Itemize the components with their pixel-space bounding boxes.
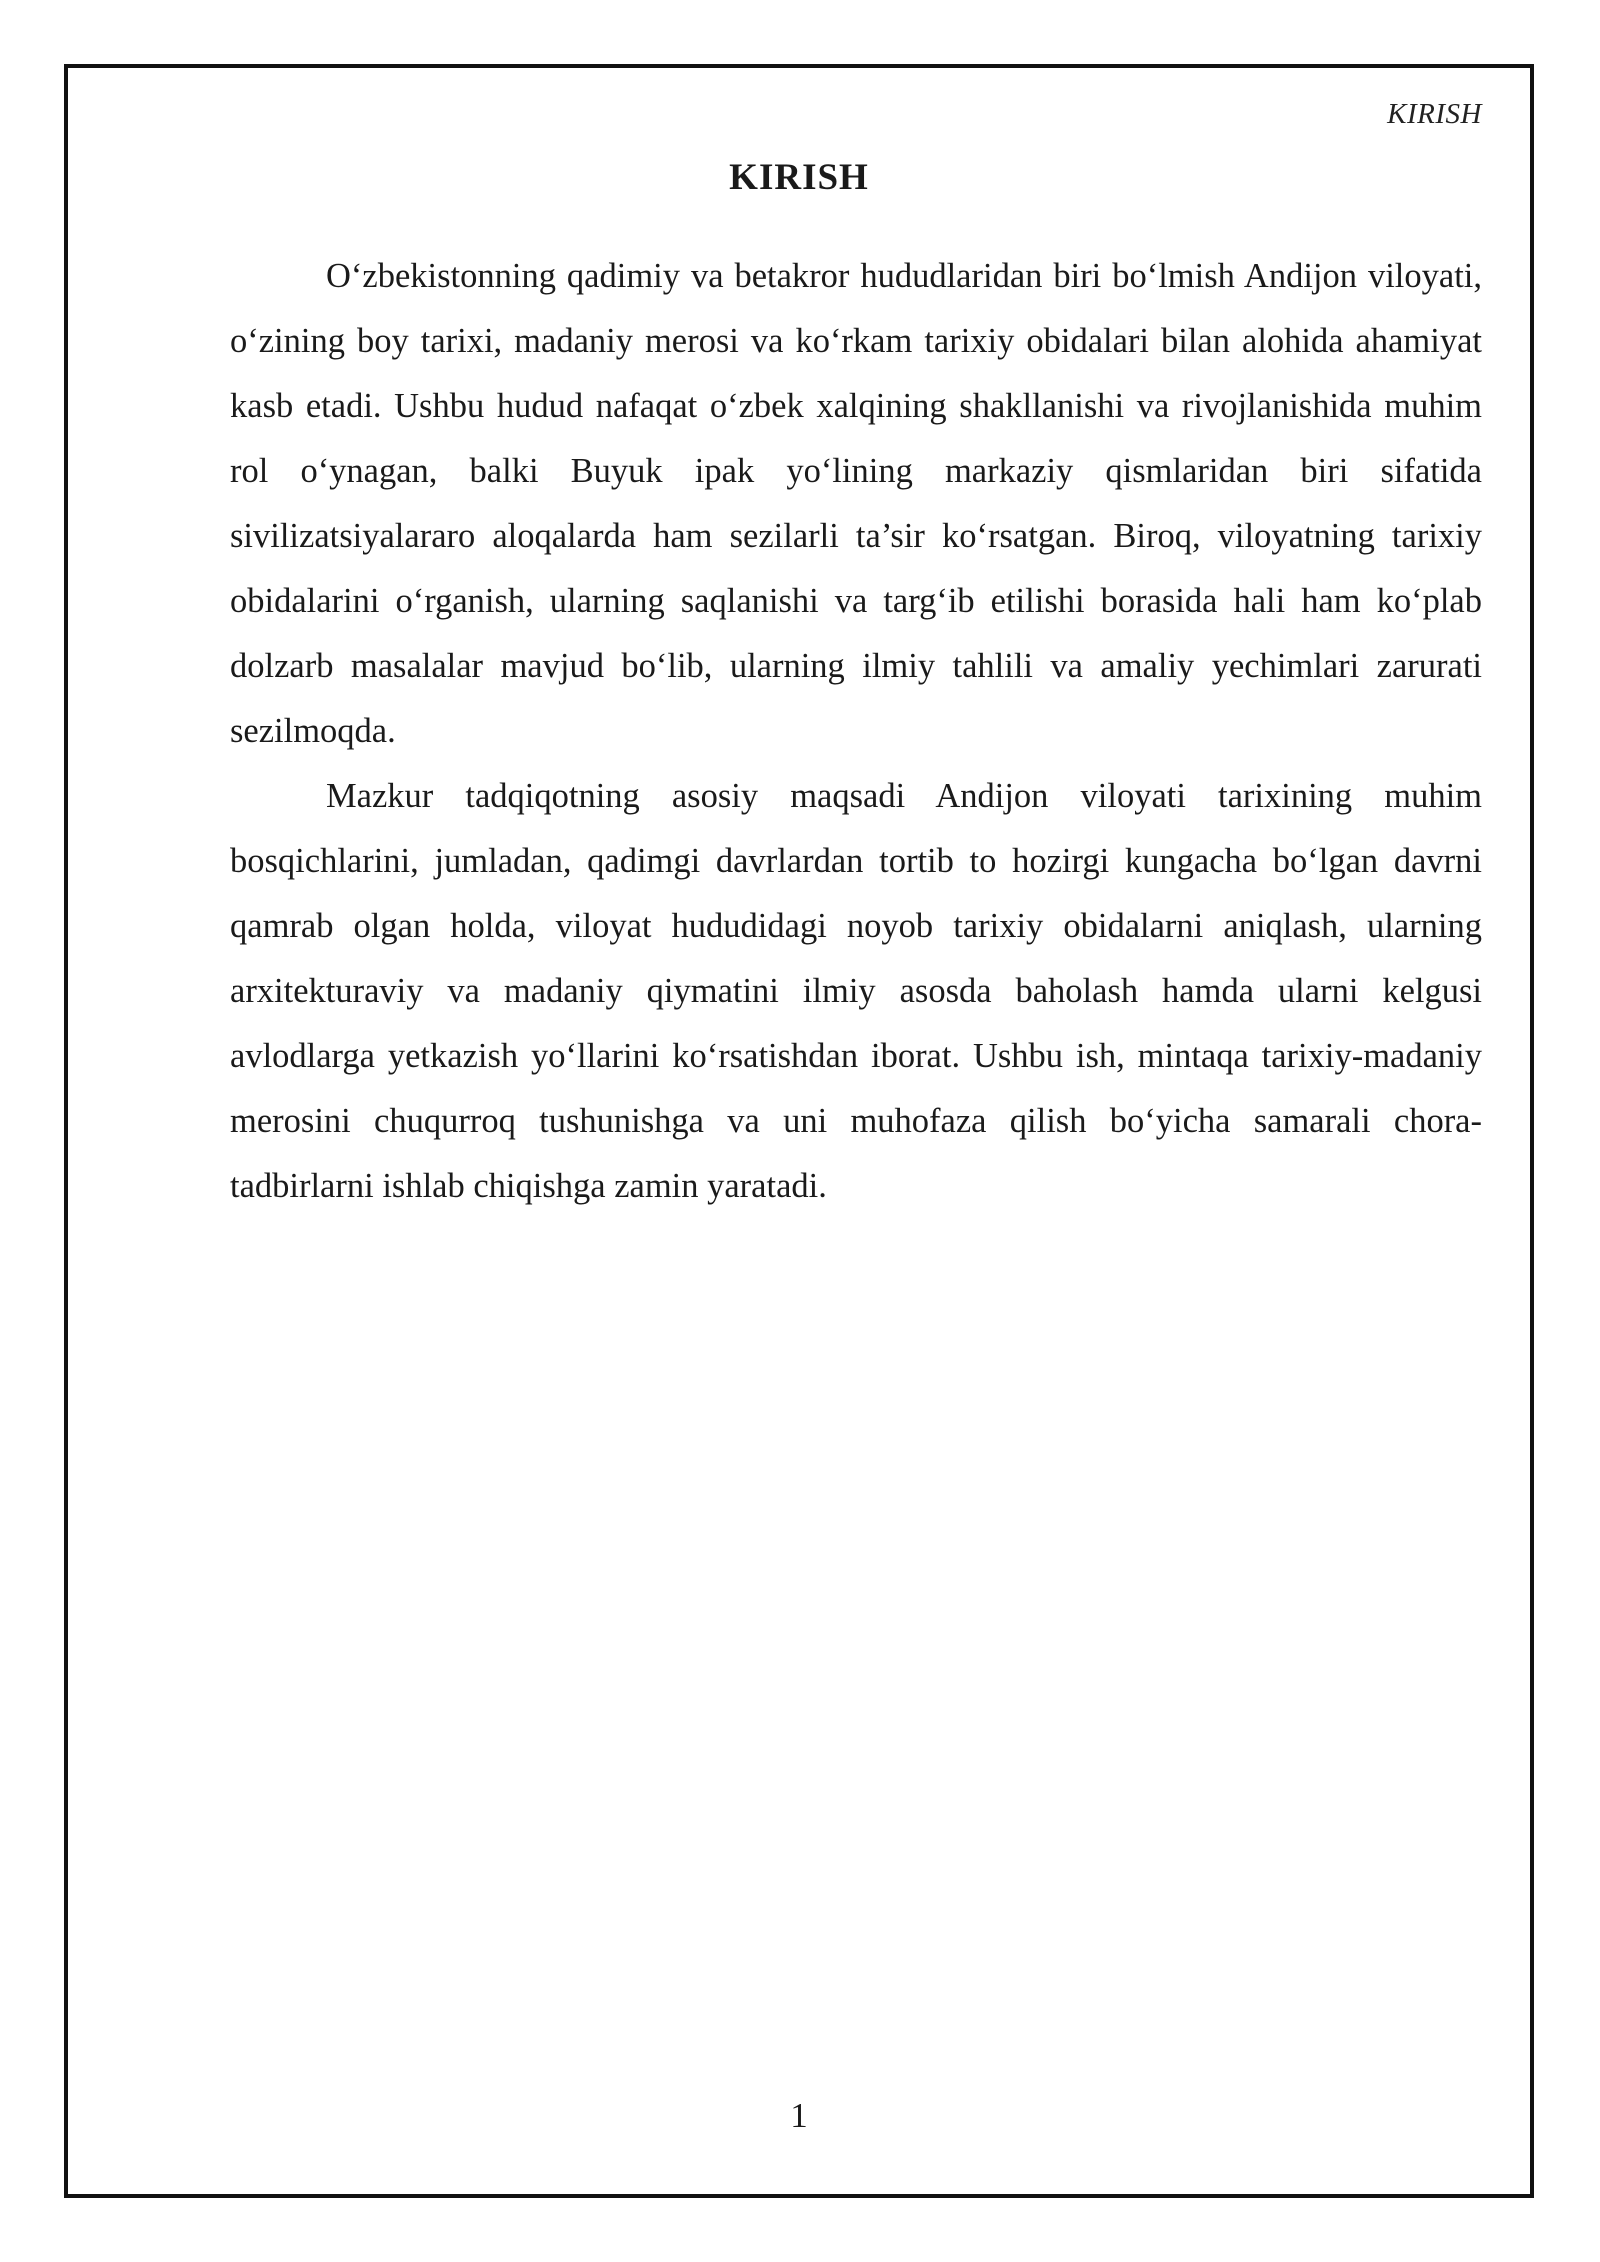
body-text xyxy=(230,244,1482,1219)
page-frame xyxy=(64,64,1534,2198)
page-number: 1 xyxy=(790,2096,808,2135)
paragraph: O‘zbekistonning qadimiy va betakror hududlaridan biri bo‘lmish Andijon viloyati, o‘zining boy tarixi, madaniy merosi va ko‘rkam tarixiy obidalari bilan alohida ahamiyat kasb etadi. Ushbu hudud nafaqat o‘zbek xalqining shakllanishi va rivojlanishida muhim rol o‘ynagan, balki Buyuk ipak yo‘lining markaziy qismlaridan biri sifatida sivilizatsiyalararo aloqalarda ham sezilarli ta’sir ko‘rsatgan. Biroq, viloyatning tarixiy obidalarini o‘rganish, ularning saqlanishi va targ‘ib etilishi borasida hali ham ko‘plab dolzarb masalalar mavjud bo‘lib, ularning ilmiy tahlili va amaliy yechimlari zarurati sezilmoqda. xyxy=(230,257,1482,750)
paragraph: Mazkur tadqiqotning asosiy maqsadi Andijon viloyati tarixining muhim bosqichlarini, jumladan, qadimgi davrlardan tortib to hozirgi kungacha bo‘lgan davrni qamrab olgan holda, viloyat hududidagi noyob tarixiy obidalarni aniqlash, ularning arxitekturaviy va madaniy qiymatini ilmiy asosda baholash hamda ularni kelgusi avlodlarga yetkazish yo‘llarini ko‘rsatishdan iborat. Ushbu ish, mintaqa tarixiy-madaniy merosini chuqurroq tushunishga va uni muhofaza qilish bo‘yicha samarali chora-tadbirlarni ishlab chiqishga zamin yaratadi. xyxy=(230,777,1482,1205)
chapter-title: KIRISH xyxy=(729,157,869,198)
running-header: KIRISH xyxy=(1387,98,1482,130)
